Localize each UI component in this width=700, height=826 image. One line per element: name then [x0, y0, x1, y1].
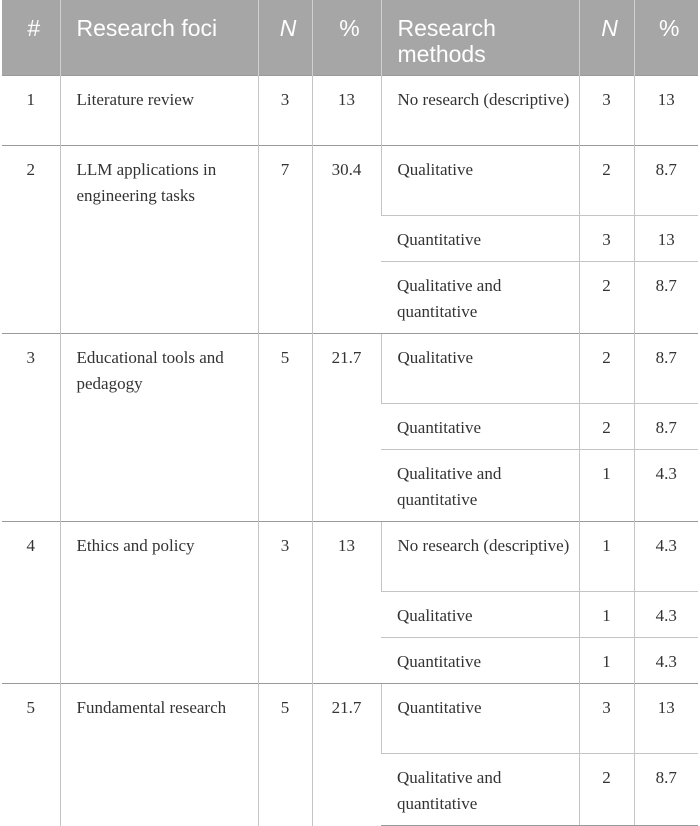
- header-research-foci: Research foci: [60, 0, 258, 76]
- research-method: Qualitative and quantitative: [381, 262, 579, 334]
- research-table: [2, 0, 698, 826]
- research-method: Quantitative: [381, 216, 579, 262]
- method-percent: 4.3: [634, 522, 698, 592]
- method-n: 1: [579, 592, 634, 638]
- research-method: Qualitative and quantitative: [381, 450, 579, 522]
- header-number: #: [2, 0, 60, 76]
- method-n: 2: [579, 404, 634, 450]
- focus-n: 3: [258, 76, 312, 146]
- header-n-foci: N: [258, 0, 312, 76]
- method-percent: 8.7: [634, 404, 698, 450]
- header-n-methods: N: [579, 0, 634, 76]
- header-percent-foci: %: [312, 0, 381, 76]
- table-row: [2, 684, 698, 754]
- focus-n: 3: [258, 522, 312, 684]
- research-method: Qualitative: [381, 592, 579, 638]
- research-focus: Literature review: [60, 76, 258, 146]
- research-method: Quantitative: [381, 404, 579, 450]
- research-method: Qualitative: [381, 334, 579, 404]
- focus-n: 5: [258, 684, 312, 826]
- focus-percent: 21.7: [312, 334, 381, 522]
- method-percent: 13: [634, 684, 698, 754]
- research-method: No research (descriptive): [381, 76, 579, 146]
- research-focus: Fundamental research: [60, 684, 258, 826]
- method-percent: 4.3: [634, 638, 698, 684]
- method-percent: 13: [634, 76, 698, 146]
- method-n: 2: [579, 334, 634, 404]
- method-n: 1: [579, 638, 634, 684]
- method-percent: 8.7: [634, 754, 698, 826]
- table-row: [2, 76, 698, 146]
- focus-n: 7: [258, 146, 312, 334]
- focus-percent: 13: [312, 76, 381, 146]
- research-method: Quantitative: [381, 638, 579, 684]
- method-n: 3: [579, 684, 634, 754]
- focus-percent: 13: [312, 522, 381, 684]
- table-row: [2, 146, 698, 216]
- header-row: [2, 0, 698, 76]
- row-number: 2: [2, 146, 60, 334]
- research-method: Quantitative: [381, 684, 579, 754]
- focus-n: 5: [258, 334, 312, 522]
- method-n: 1: [579, 450, 634, 522]
- header-percent-methods: %: [634, 0, 698, 76]
- method-n: 3: [579, 216, 634, 262]
- table-row: [2, 334, 698, 404]
- method-percent: 8.7: [634, 146, 698, 216]
- method-n: 2: [579, 146, 634, 216]
- method-n: 2: [579, 754, 634, 826]
- research-focus: LLM applications in engineering tasks: [60, 146, 258, 334]
- method-percent: 4.3: [634, 592, 698, 638]
- method-percent: 4.3: [634, 450, 698, 522]
- research-method: Qualitative and quantitative: [381, 754, 579, 826]
- header-research-methods: Research methods: [381, 0, 579, 76]
- focus-percent: 21.7: [312, 684, 381, 826]
- table-body: [2, 76, 698, 826]
- method-n: 3: [579, 76, 634, 146]
- method-percent: 8.7: [634, 262, 698, 334]
- row-number: 1: [2, 76, 60, 146]
- row-number: 4: [2, 522, 60, 684]
- focus-percent: 30.4: [312, 146, 381, 334]
- method-n: 2: [579, 262, 634, 334]
- method-percent: 8.7: [634, 334, 698, 404]
- research-focus: Ethics and policy: [60, 522, 258, 684]
- method-percent: 13: [634, 216, 698, 262]
- row-number: 5: [2, 684, 60, 826]
- method-n: 1: [579, 522, 634, 592]
- research-method: No research (descriptive): [381, 522, 579, 592]
- research-focus: Educational tools and pedagogy: [60, 334, 258, 522]
- table-row: [2, 522, 698, 592]
- research-method: Qualitative: [381, 146, 579, 216]
- row-number: 3: [2, 334, 60, 522]
